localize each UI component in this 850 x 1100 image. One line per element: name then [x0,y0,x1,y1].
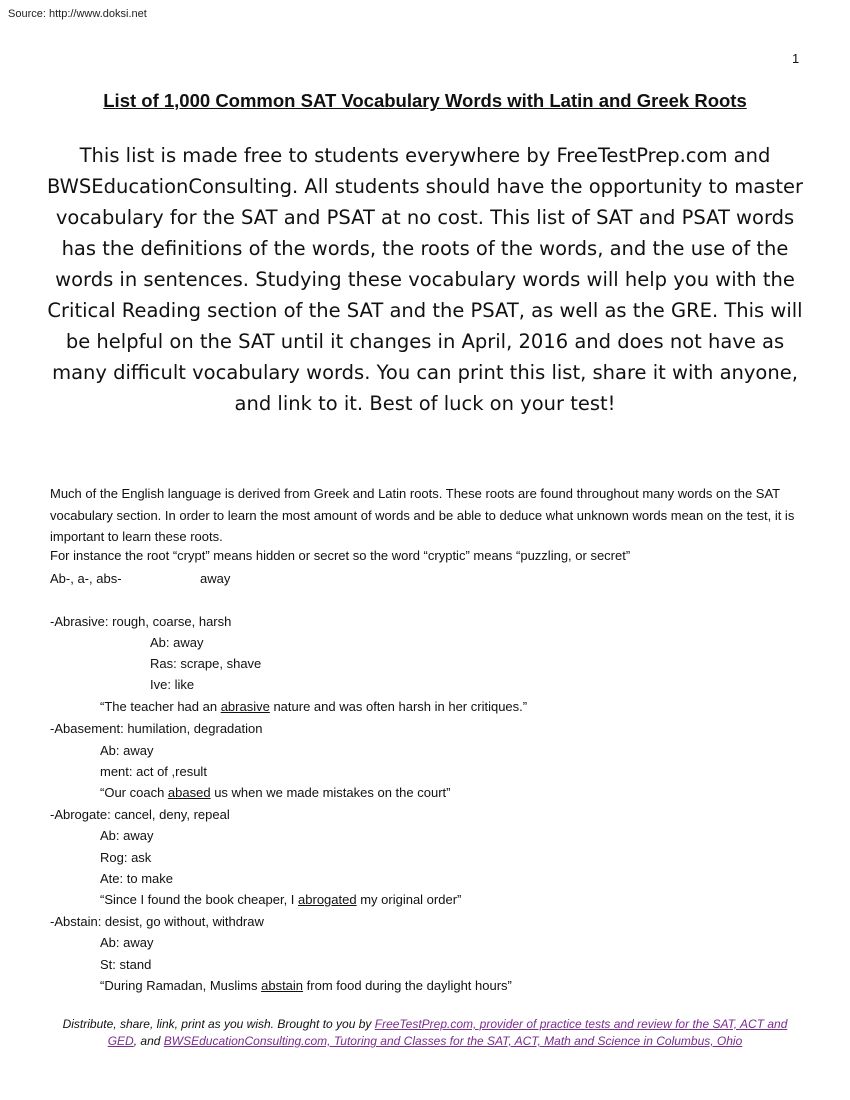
entry-word-underlined: abrasive [220,699,270,714]
entry-root: ment: act of ,result [100,764,207,779]
entry-root: Ras: scrape, shave [150,656,262,671]
footer-text-joiner: , and [133,1034,164,1048]
entry-word-underlined: abstain [261,978,304,993]
root-heading-meaning: away [200,571,231,586]
entry-root: Ab: away [100,743,154,758]
entry-headword: -Abrasive: rough, coarse, harsh [50,614,232,629]
entry-root: Ate: to make [100,871,173,886]
footer-text: Distribute, share, link, print as you wish. Brought to you by [62,1017,375,1031]
roots-intro-paragraph: Much of the English language is derived from Greek and Latin roots. These roots are found throughout many words on the SAT vocabulary section. In order to learn the most amount of words and be able to deduce what unknown words mean on the test, it is important to learn these roots. [50,486,795,544]
entry-root: Ab: away [100,935,154,950]
root-heading [50,571,231,586]
page-number: 1 [792,51,800,66]
entry-headword: -Abstain: desist, go without, withdraw [50,914,264,929]
page-footer [50,1016,800,1050]
example-line: For instance the root “crypt” means hidden or secret so the word “cryptic” means “puzzling, or secret” [50,548,631,563]
freetestprep-link[interactable]: FreeTestPrep.com, provider of practice tests and review for the SAT, ACT and GED [107,1017,788,1048]
entry-example-sentence: “The teacher had an abrasive nature and was often harsh in her critiques.” [100,699,528,714]
entry-example-sentence: “Our coach abased us when we made mistakes on the court” [100,785,451,800]
entry-word-underlined: abased [167,785,211,800]
entry-root: Ive: like [150,677,195,692]
entry-root: Rog: ask [100,850,152,865]
entry-root: Ab: away [150,635,204,650]
entry-headword: -Abasement: humilation, degradation [50,721,263,736]
source-note: Source: http://www.doksi.net [8,8,147,20]
bwseducationconsulting-link[interactable]: BWSEducationConsulting.com, Tutoring and Classes for the SAT, ACT, Math and Science in Columbus, Ohio [163,1034,743,1048]
entry-word-underlined: abrogated [298,892,357,907]
entry-example-sentence: “Since I found the book cheaper, I abrogated my original order” [100,892,462,907]
root-heading-root: Ab-, a-, abs- [50,571,122,586]
entry-root: Ab: away [100,828,154,843]
entry-headword: -Abrogate: cancel, deny, repeal [50,807,230,822]
entry-root: St: stand [100,957,152,972]
page-title: List of 1,000 Common SAT Vocabulary Words with Latin and Greek Roots [103,90,747,111]
intro-paragraph: This list is made free to students everywhere by FreeTestPrep.com and BWSEducationConsulting. All students should have the opportunity to master vocabulary for the SAT and PSAT at no cost. This list of SAT and PSAT words has the definitions of the words, the roots of the words, and the use of the words in sentences. Studying these vocabulary words will help you with the Critical Reading section of the SAT and the PSAT, as well as the GRE. This will be helpful on the SAT until it changes in April, 2016 and does not have as many difficult vocabulary words. You can print this list, share it with anyone, and link to it. Best of luck on your test! [46,144,804,415]
entry-example-sentence: “During Ramadan, Muslims abstain from food during the daylight hours” [100,978,512,993]
